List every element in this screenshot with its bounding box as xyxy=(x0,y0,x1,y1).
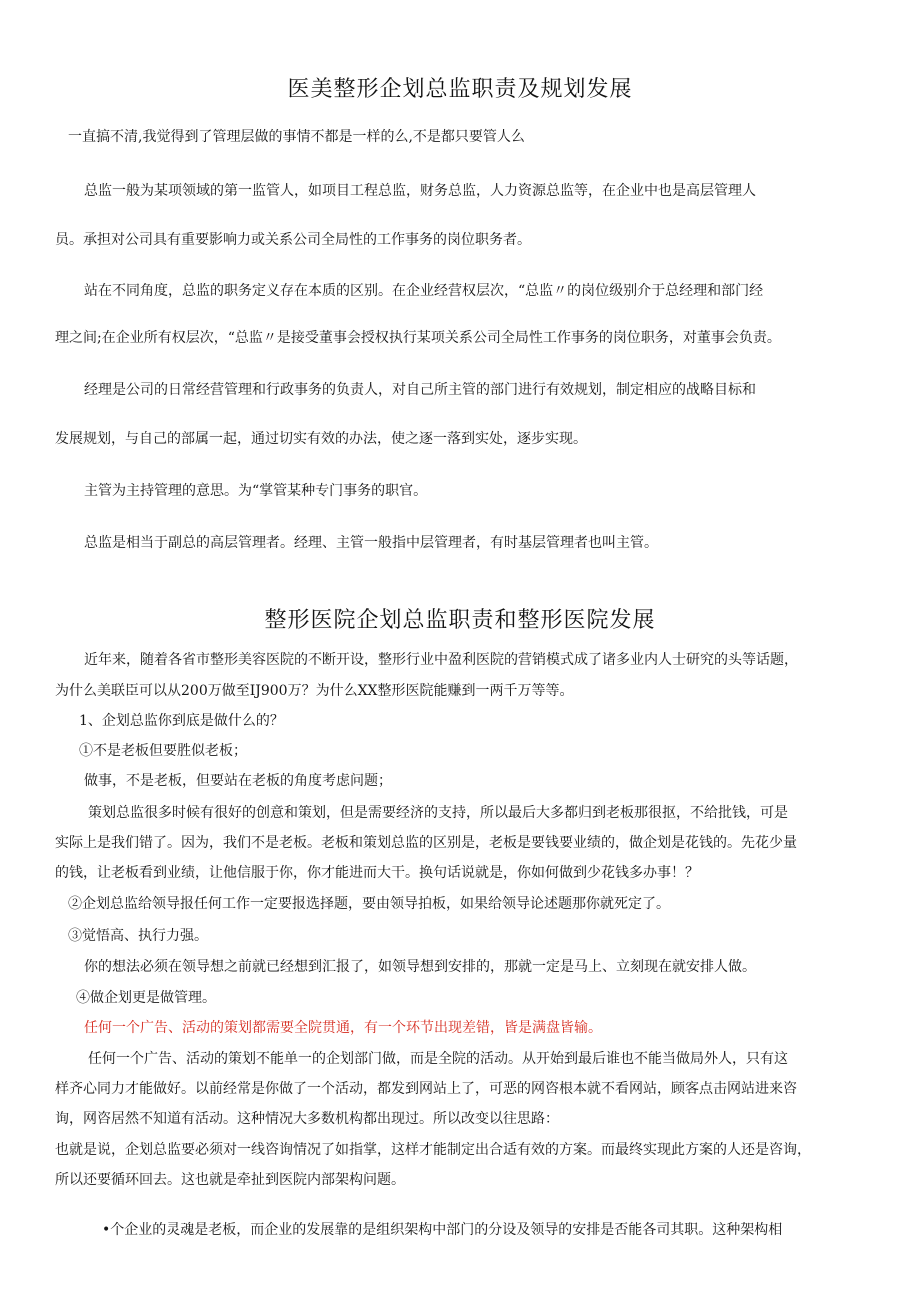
list-item: ④做企划更是做管理。 xyxy=(76,990,216,1006)
paragraph-line: 询，网咨居然不知道有活动。这种情况大多数机构都出现过。所以改变以往思路： xyxy=(55,1111,559,1127)
paragraph-line: 站在不同角度，总监的职务定义存在本质的区别。在企业经营权层次，“总监〃的岗位级别介于总经理和部门经 xyxy=(84,283,764,299)
paragraph-line: 样齐心同力才能做好。以前经常是你做了一个活动，都发到网站上了，可恶的网咨根本就不看网站，顾客点击网站进来咨 xyxy=(55,1081,797,1097)
list-item: ②企划总监给领导报任何工作一定要报选择题，要由领导拍板，如果给领导论述题那你就死定了。 xyxy=(68,896,670,912)
paragraph-line: 策划总监很多时候有很好的创意和策划，但是需要经济的支持，所以最后大多都归到老板那很抠，不给批钱，可是 xyxy=(88,805,788,821)
highlight-line: 任何一个广告、活动的策划都需要全院贯通，有一个环节出现差错，皆是满盘皆输。 xyxy=(84,1020,602,1036)
paragraph-line: 实际上是我们错了。因为，我们不是老板。老板和策划总监的区别是，老板是要钱要业绩的，做企划是花钱的。先花少量 xyxy=(55,835,797,851)
section-2-title: 整形医院企划总监职责和整形医院发展 xyxy=(264,608,656,633)
paragraph-line: 一直搞不清,我觉得到了管理层做的事情不都是一样的么,不是都只要管人么 xyxy=(68,129,525,145)
paragraph-line: 主管为主持管理的意思。为“掌管某种专门事务的职官。 xyxy=(84,483,428,499)
paragraph-line: 理之间;在企业所有权层次，“总监〃是接受董事会授权执行某项关系公司全局性工作事务的岗位职务，对董事会负责。 xyxy=(55,330,781,346)
list-heading: 1、企划总监你到底是做什么的？ xyxy=(79,713,284,729)
list-item: ③觉悟高、执行力强。 xyxy=(68,928,208,944)
paragraph-line: 发展规划，与自己的部属一起，通过切实有效的办法，使之逐一落到实处，逐步实现。 xyxy=(55,431,587,447)
section-1-title: 医美整形企划总监职责及规划发展 xyxy=(287,77,633,102)
paragraph-line: 任何一个广告、活动的策划不能单一的企划部门做，而是全院的活动。从开始到最后谁也不能当做局外人，只有这 xyxy=(88,1051,788,1067)
paragraph-line: 总监是相当于副总的高层管理者。经理、主管一般指中层管理者，有时基层管理者也叫主管。 xyxy=(84,535,658,551)
paragraph-line: 所以还要循环回去。这也就是牵扯到医院内部架构问题。 xyxy=(55,1172,405,1188)
paragraph-line: 员。承担对公司具有重要影响力或关系公司全局性的工作事务的岗位职务者。 xyxy=(55,232,531,248)
paragraph-line: 也就是说，企划总监要必须对一线咨询情况了如指掌，这样才能制定出合适有效的方案。而最终实现此方案的人还是咨询， xyxy=(55,1142,811,1158)
paragraph-line: •个企业的灵魂是老板，而企业的发展靠的是组织架构中部门的分设及领导的安排是否能各司其职。这种架构相 xyxy=(102,1222,783,1238)
paragraph-line: 总监一般为某项领域的第一监管人，如项目工程总监，财务总监，人力资源总监等，在企业中也是高层管理人 xyxy=(84,183,756,199)
paragraph-line: 的钱，让老板看到业绩，让他信服于你，你才能进而大干。换句话说就是，你如何做到少花钱多办事！？ xyxy=(55,865,699,881)
paragraph-line: 为什么美联臣可以从200万做至IJ900万？为什么XX整形医院能赚到一两千万等等。 xyxy=(55,683,574,699)
paragraph-line: 做事，不是老板，但要站在老板的角度考虑问题； xyxy=(84,773,392,789)
list-item: ①不是老板但要胜似老板； xyxy=(79,743,247,759)
paragraph-line: 你的想法必须在领导想之前就已经想到汇报了，如领导想到安排的，那就一定是马上、立刻现在就安排人做。 xyxy=(84,959,756,975)
paragraph-line: 近年来，随着各省市整形美容医院的不断开设，整形行业中盈利医院的营销模式成了诸多业内人士研究的头等话题， xyxy=(84,652,798,668)
paragraph-line: 经理是公司的日常经营管理和行政事务的负责人，对自己所主管的部门进行有效规划，制定相应的战略目标和 xyxy=(84,382,756,398)
